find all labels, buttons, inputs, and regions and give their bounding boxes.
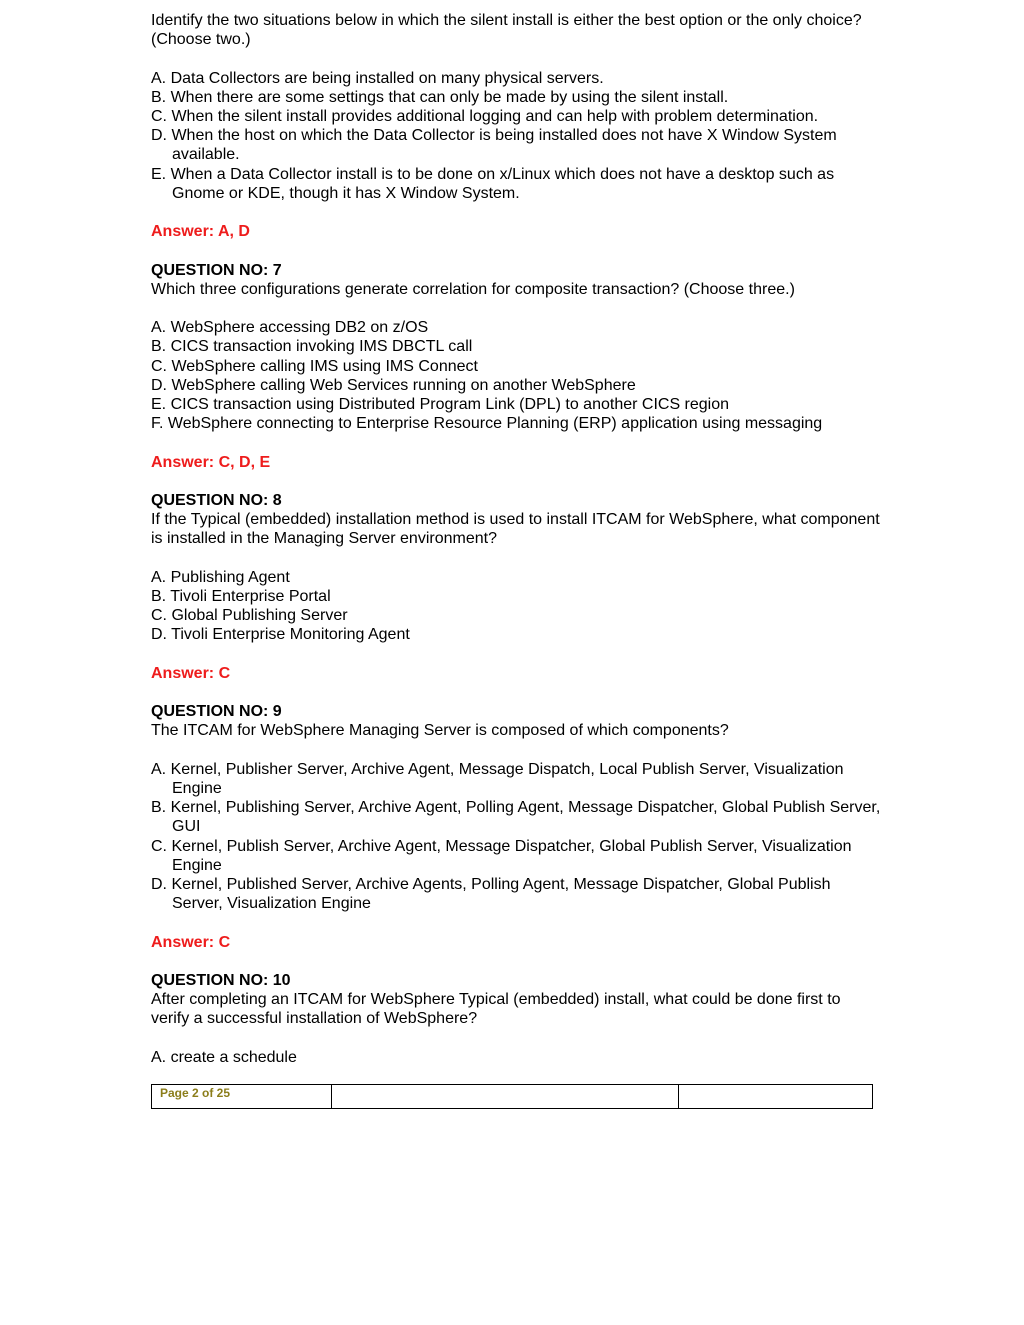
question-7-option-f: F. WebSphere connecting to Enterprise Resource Planning (ERP) application using messaging: [151, 415, 823, 433]
question-7-text: Which three configurations generate correlation for composite transaction? (Choose three.): [151, 280, 795, 298]
footer-cell-page-number: [152, 1085, 332, 1108]
question-9-text: The ITCAM for WebSphere Managing Server is composed of which components?: [151, 722, 729, 740]
document-page: [151, 11, 881, 1067]
question-6-option-d: D. When the host on which the Data Collector is being installed does not have X Window System available.: [151, 127, 837, 164]
question-8-text: If the Typical (embedded) installation method is used to install ITCAM for WebSphere, what component is installed in the Managing Server environment?: [151, 511, 880, 548]
question-6-option-e: E. When a Data Collector install is to be done on x/Linux which does not have a desktop such as Gnome or KDE, though it has X Window System.: [151, 165, 835, 202]
question-8-option-b: B. Tivoli Enterprise Portal: [151, 587, 331, 605]
question-7-option-c: C. WebSphere calling IMS using IMS Connect: [151, 357, 478, 375]
question-9-option-b: B. Kernel, Publishing Server, Archive Agent, Polling Agent, Message Dispatcher, Global Publish Server, GUI: [151, 799, 881, 836]
question-10-option-a: A. create a schedule: [151, 1048, 297, 1066]
question-6-text: Identify the two situations below in which the silent install is either the best option or the only choice? (Choose two.): [151, 12, 862, 49]
question-10-text: After completing an ITCAM for WebSphere Typical (embedded) install, what could be done first to verify a successful installation of WebSphere?: [151, 991, 841, 1028]
question-8-option-c: C. Global Publishing Server: [151, 607, 348, 625]
question-6-option-c: C. When the silent install provides additional logging and can help with problem determination.: [151, 108, 819, 125]
question-7-option-e: E. CICS transaction using Distributed Program Link (DPL) to another CICS region: [151, 396, 730, 413]
footer-cell-middle: [332, 1085, 679, 1108]
question-7-option-b: B. CICS transaction invoking IMS DBCTL call: [151, 338, 473, 356]
question-7-answer: Answer: C, D, E: [151, 453, 271, 471]
question-8-option-d: D. Tivoli Enterprise Monitoring Agent: [151, 626, 410, 644]
question-8-heading: QUESTION NO: 8: [151, 491, 282, 509]
page-footer-table: [151, 1084, 873, 1109]
question-9-heading: QUESTION NO: 9: [151, 703, 282, 721]
question-8-option-a: A. Publishing Agent: [151, 568, 290, 586]
page-number: Page 2 of 25: [160, 1086, 231, 1100]
question-6-answer: Answer: A, D: [151, 223, 250, 241]
question-9-option-d: D. Kernel, Published Server, Archive Agents, Polling Agent, Message Dispatcher, Global Publish Server, Visualization Engine: [151, 875, 831, 913]
question-8-answer: Answer: C: [151, 664, 231, 682]
question-7-option-d: D. WebSphere calling Web Services running on another WebSphere: [151, 376, 636, 394]
question-10-heading: QUESTION NO: 10: [151, 971, 291, 989]
question-6-option-a: A. Data Collectors are being installed on many physical servers.: [151, 69, 604, 87]
question-7-heading: QUESTION NO: 7: [151, 261, 282, 279]
question-6-option-b: B. When there are some settings that can only be made by using the silent install.: [151, 88, 729, 106]
question-9-answer: Answer: C: [151, 933, 231, 951]
question-7-option-a: A. WebSphere accessing DB2 on z/OS: [151, 319, 429, 337]
footer-cell-right: [679, 1085, 872, 1108]
question-9-option-a: A. Kernel, Publisher Server, Archive Agent, Message Dispatch, Local Publish Server, Visualization Engine: [151, 760, 844, 797]
question-9-option-c: C. Kernel, Publish Server, Archive Agent, Message Dispatcher, Global Publish Server, Visualization Engine: [151, 837, 852, 874]
